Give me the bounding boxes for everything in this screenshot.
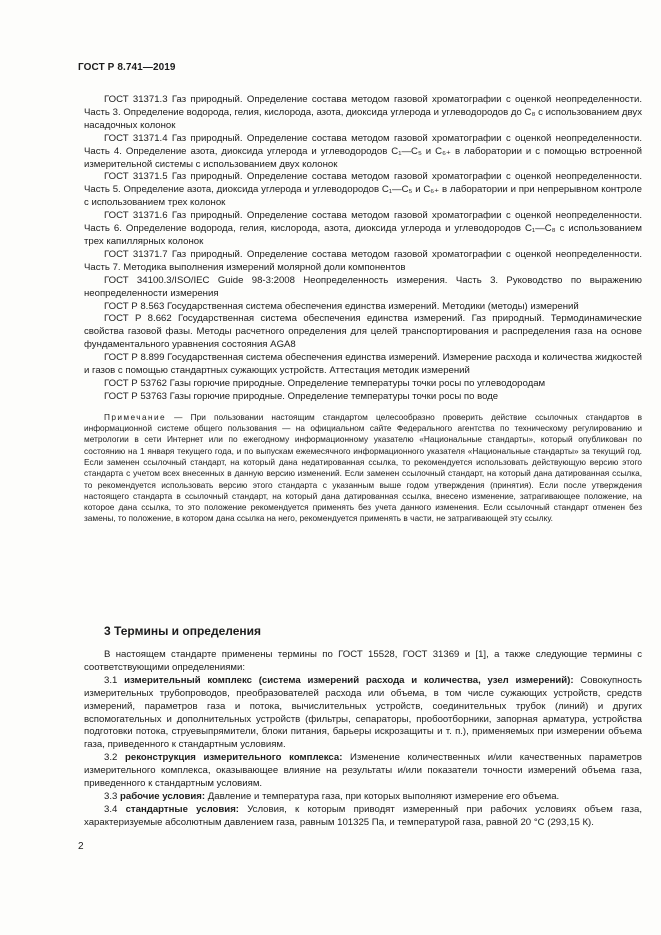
term-number: 3.4	[104, 803, 118, 815]
term-name: рабочие условия:	[120, 790, 206, 802]
section-intro: В настоящем стандарте применены термины по ГОСТ 15528, ГОСТ 31369 и [1], а также следующие термины с соответствующими определениями:	[84, 649, 642, 673]
note-label: Примечание	[104, 411, 167, 422]
reference-item: ГОСТ 31371.4 Газ природный. Определение состава методом газовой хроматографии с оценкой неопределенности. Часть 4. Определение азота, диоксида углерода и углеводородов C₁—C₅ и C₆₊ в лаборатории и с помощью встроенной измерительной системы с использованием двух колонок	[84, 132, 642, 170]
reference-item: ГОСТ Р 8.563 Государственная система обеспечения единства измерений. Методики (методы) измерений	[104, 300, 579, 312]
term-definition	[84, 804, 642, 830]
section-title: 3 Термины и определения	[104, 624, 262, 638]
reference-item: ГОСТ Р 8.662 Государственная система обеспечения единства измерений. Газ природный. Термодинамические свойства газовой фазы. Методы расчетного определения для целей транспортирования и распределения газа на основе фундаментального уравнения состояния AGA8	[84, 313, 642, 351]
term-name: реконструкция измерительного комплекса:	[125, 752, 343, 764]
term-text: Давление и температура газа, при которых выполняют измерение его объема.	[205, 790, 560, 802]
document-header: ГОСТ Р 8.741—2019	[78, 62, 176, 73]
term-number: 3.2	[104, 752, 118, 764]
section-terms	[84, 624, 642, 830]
term-definition	[84, 791, 642, 804]
reference-item: ГОСТ 31371.5 Газ природный. Определение состава методом газовой хроматографии с оценкой неопределенности. Часть 5. Определение азота, диоксида углерода и углеводородов C₁—C₅ и C₆₊ в лаборатории и при непрерывном контроле с использованием трех колонок	[84, 171, 642, 209]
reference-item: ГОСТ 34100.3/ISO/IEC Guide 98-3:2008 Неопределенность измерения. Часть 3. Руководство по выражению неопределенности измерения	[84, 274, 642, 299]
term-definition	[84, 675, 642, 752]
reference-item: ГОСТ 31371.7 Газ природный. Определение состава методом газовой хроматографии с оценкой неопределенности. Часть 7. Методика выполнения измерений молярной доли компонентов	[84, 248, 642, 273]
reference-item: ГОСТ Р 53763 Газы горючие природные. Определение температуры точки росы по воде	[104, 390, 499, 402]
reference-item: ГОСТ 31371.6 Газ природный. Определение состава методом газовой хроматографии с оценкой неопределенности. Часть 6. Определение водорода, гелия, кислорода, азота, диоксида углерода и углеводородов C₁—C₈ с использованием трех капиллярных колонок	[84, 210, 642, 247]
reference-item: ГОСТ Р 53762 Газы горючие природные. Определение температуры точки росы по углеводородам	[104, 377, 546, 389]
note-text: — При пользовании настоящим стандартом целесообразно проверить действие ссылочных стандартов в информационной системе общего пользования — на официальном сайте Федерального агентства по техническому регулированию и метрологии в сети Интернет или по ежегодному информационному указателю «Национальные стандарты», который опубликован по состоянию на 1 января текущего года, и по выпускам ежемесячного информационного указателя «Национальные стандарты» за текущий год. Если заменен ссылочный стандарт, на который дана недатированная ссылка, то рекомендуется использовать действующую версию этого стандарта с учетом всех внесенных в данную версию изменений. Если заменен ссылочный стандарт, на который дана датированная ссылка, то рекомендуется использовать версию этого стандарта с указанным выше годом утверждения (принятия). Если после утверждения настоящего стандарта в ссылочный стандарт, на который дана датированная ссылка, внесено изменение, затрагивающее положение, на которое дана ссылка, то это положение рекомендуется применять без учета данного изменения. Если ссылочный стандарт отменен без замены, то положение, в котором дана ссылка на него, рекомендуется применять в части, не затрагивающей эту ссылку.	[84, 411, 642, 524]
term-number: 3.3	[104, 790, 118, 802]
term-definition	[84, 752, 642, 791]
term-text: Совокупность измерительных трубопроводов, преобразователей расхода или объема, в том числе сужающих устройств, средств измерений, параметров газа и потока, вычислительных устройств, соединительных трубок (линий) и других вспомогательных и дополнительных устройств (фильтры, сепараторы, пробоотборники, запорная арматура, устройства подготовки потока, струевыпрямители, блоки питания, барьеры искрозащиты и т. п.), применяемых при измерении объема газа, приведенного к стандартным условиям.	[84, 674, 642, 751]
normative-references	[84, 94, 642, 525]
term-name: стандартные условия:	[125, 803, 239, 815]
term-name: измерительный комплекс (система измерений расхода и количества, узел измерений):	[124, 674, 574, 686]
term-number: 3.1	[104, 674, 118, 686]
reference-item: ГОСТ 31371.3 Газ природный. Определение состава методом газовой хроматографии с оценкой неопределенности. Часть 3. Определение водорода, гелия, кислорода, азота, диоксида углерода и углеводородов до C₈ с использованием двух насадочных колонок	[84, 94, 642, 131]
reference-item: ГОСТ Р 8.899 Государственная система обеспечения единства измерений. Измерение расхода и количества жидкостей и газов с помощью стандартных сужающих устройств. Аттестация методик измерений	[84, 352, 642, 377]
page-number: 2	[78, 841, 84, 852]
references-note	[84, 412, 642, 525]
term-text: Изменение количественных и/или качественных параметров измерительного комплекса, оказывающее влияние на результаты и/или показатели точности измерений объема газа, приведенного к стандартным условиям.	[84, 752, 642, 790]
term-text: Условия, к которым приводят измеренный при рабочих условиях объем газа, характеризуемые абсолютным давлением газа, равным 101325 Па, и температурой газа, равной 20 °С (293,15 К).	[84, 803, 643, 828]
